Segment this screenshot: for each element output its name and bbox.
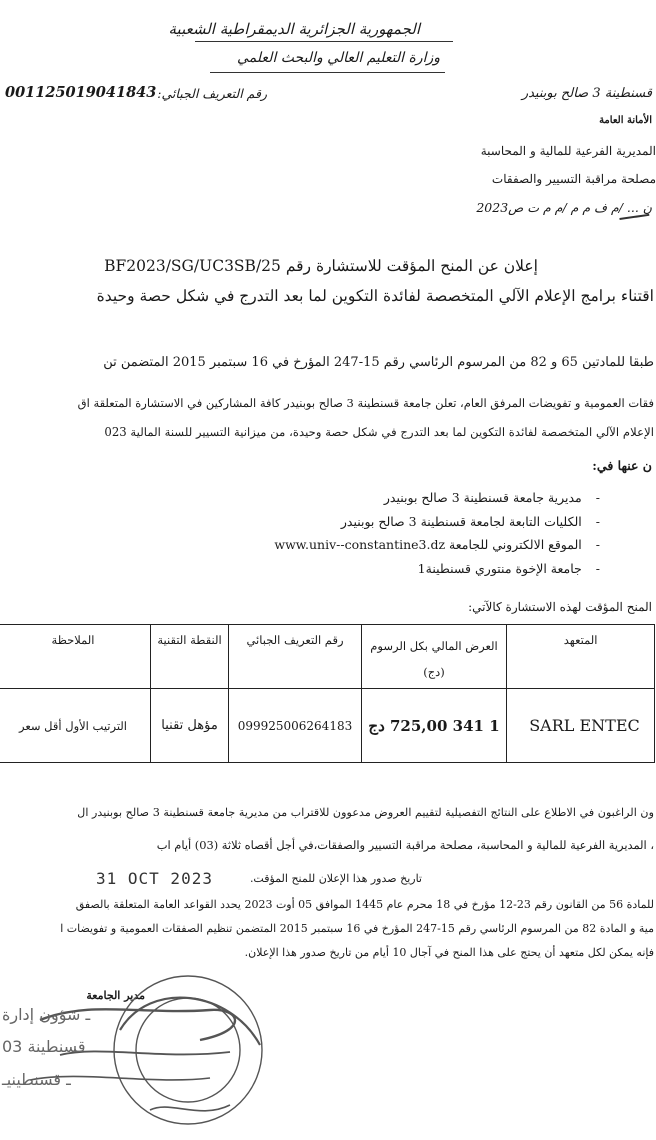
stamp-text-fragment: 03 قسنطينة bbox=[2, 1037, 86, 1056]
reference-number: ن ... /م ف م م /م م ت ص2023 bbox=[476, 200, 652, 215]
announcement-subject: اقتناء برامج الإعلام الآلي المتخصصة لفائدة التكوين لما بعد التدرج في شكل حصة وحيدة bbox=[96, 287, 654, 305]
fiscal-id-label: رقم التعريف الجبائي: bbox=[157, 86, 267, 101]
service-name: مصلحة مراقبة التسيير والصفقات bbox=[491, 172, 656, 186]
list-item: - جامعة الإخوة منتوري قسنطينة1 bbox=[274, 557, 600, 581]
table-header-row bbox=[0, 625, 655, 689]
footer-line: مية و المادة 82 من المرسوم الرئاسي رقم 15-247 المؤرخ في 16 سبتمبر 2015 المتضمن تنظيم الصفقات العمومية و تفويضات ا bbox=[60, 922, 654, 935]
cell-offer: 1 341 725,00 دج bbox=[361, 689, 506, 763]
header-tech-score: النقطة التقنية bbox=[150, 625, 228, 689]
handwritten-number bbox=[617, 194, 650, 220]
publication-list bbox=[274, 486, 600, 580]
university-name: قسنطينة 3 صالح بوبنيدر bbox=[521, 86, 652, 101]
footer-line: ون الراغبون في الاطلاع على النتائج التفصيلية لتقييم العروض مدعوون للاقتراب من مديرية جامعة قسنطينة 3 صالح بوبنيدر ال bbox=[77, 806, 654, 819]
stamp-text-fragment: ـ قسنطينيـ bbox=[2, 1070, 71, 1089]
stamp-inner-ring bbox=[136, 998, 240, 1102]
subdirectorate: المديرية الفرعية للمالية و المحاسبة bbox=[480, 144, 656, 158]
director-title: مدير الجامعة bbox=[86, 989, 145, 1002]
official-stamp bbox=[0, 960, 290, 1140]
cell-bidder: SARL ENTEC bbox=[507, 689, 655, 763]
header-offer-unit: (دج) bbox=[423, 665, 445, 679]
signature-stroke bbox=[150, 1105, 230, 1111]
intro-line: ن عنها في: bbox=[592, 458, 652, 473]
ministry-name: وزارة التعليم العالي والبحث العلمي bbox=[237, 50, 440, 66]
cell-tech-score: مؤهل تقنيا bbox=[150, 689, 228, 763]
list-item: - الكليات التابعة لجامعة قسنطينة 3 صالح بوبنيدر bbox=[274, 510, 600, 534]
list-item: - الموقع الالكتروني للجامعة www.univ--constantine3.dz bbox=[274, 533, 600, 557]
footer-line: ، المديرية الفرعية للمالية و المحاسبة، مصلحة مراقبة التسيير والصفقات،في أجل أقصاه ثلاثة (03) أيام اب bbox=[156, 838, 654, 852]
stamp-text-fragment: ـ شؤون إدارة bbox=[2, 1005, 91, 1024]
date-stamp: 31 OCT 2023 bbox=[96, 869, 213, 888]
header-remarks: الملاحظة bbox=[0, 625, 150, 689]
secretariat: الأمانة العامة bbox=[599, 115, 652, 126]
header-offer-label: العرض المالي بكل الرسوم bbox=[370, 639, 498, 653]
list-item: - مديرية جامعة قسنطينة 3 صالح بوبنيدر bbox=[274, 486, 600, 510]
underline bbox=[210, 72, 445, 73]
table-row bbox=[0, 689, 655, 763]
footer-line: تاريخ صدور هذا الإعلان للمنح المؤقت. bbox=[249, 872, 422, 885]
intro-line: طبقا للمادتين 65 و 82 من المرسوم الرئاسي رقم 15-247 المؤرخ في 16 سبتمبر 2015 المتضمن تن bbox=[103, 355, 654, 370]
results-table bbox=[0, 624, 655, 763]
announcement-title: إعلان عن المنح المؤقت للاستشارة رقم BF2023/SG/UC3SB/25 bbox=[104, 257, 538, 275]
footer-line: فإنه يمكن لكل متعهد أن يحتج على هذا المنح في آجال 10 أيام من تاريخ صدور هذا الإعلان. bbox=[244, 946, 654, 959]
table-intro: المنح المؤقت لهذه الاستشارة كالآتي: bbox=[468, 600, 652, 614]
footer-line: للمادة 56 من القانون رقم 23-12 مؤرخ في 18 محرم عام 1445 الموافق 05 أوت 2023 يحدد القواعد العامة المتعلقة بالصفق bbox=[75, 898, 654, 911]
republic-name: الجمهورية الجزائرية الديمقراطية الشعبية bbox=[168, 20, 420, 38]
intro-line: فقات العمومية و تفويضات المرفق العام، تعلن جامعة قسنطينة 3 صالح بوبنيدر كافة المشاركين في الاستشارة المتعلقة اق bbox=[77, 396, 654, 410]
header-bidder: المتعهد bbox=[507, 625, 655, 689]
cell-remarks: الترتيب الأول أقل سعر bbox=[0, 689, 150, 763]
header-fiscal-id: رقم التعريف الجبائي bbox=[229, 625, 362, 689]
cell-fiscal-id: 099925006264183 bbox=[229, 689, 362, 763]
intro-line: الإعلام الآلي المتخصصة لفائدة التكوين لما بعد التدرج في شكل حصة وحيدة، من ميزانية التسيير للسنة المالية 023 bbox=[104, 425, 654, 439]
underline bbox=[195, 41, 453, 42]
header-offer bbox=[361, 625, 506, 689]
fiscal-id-value: 001125019041843 bbox=[5, 84, 157, 101]
